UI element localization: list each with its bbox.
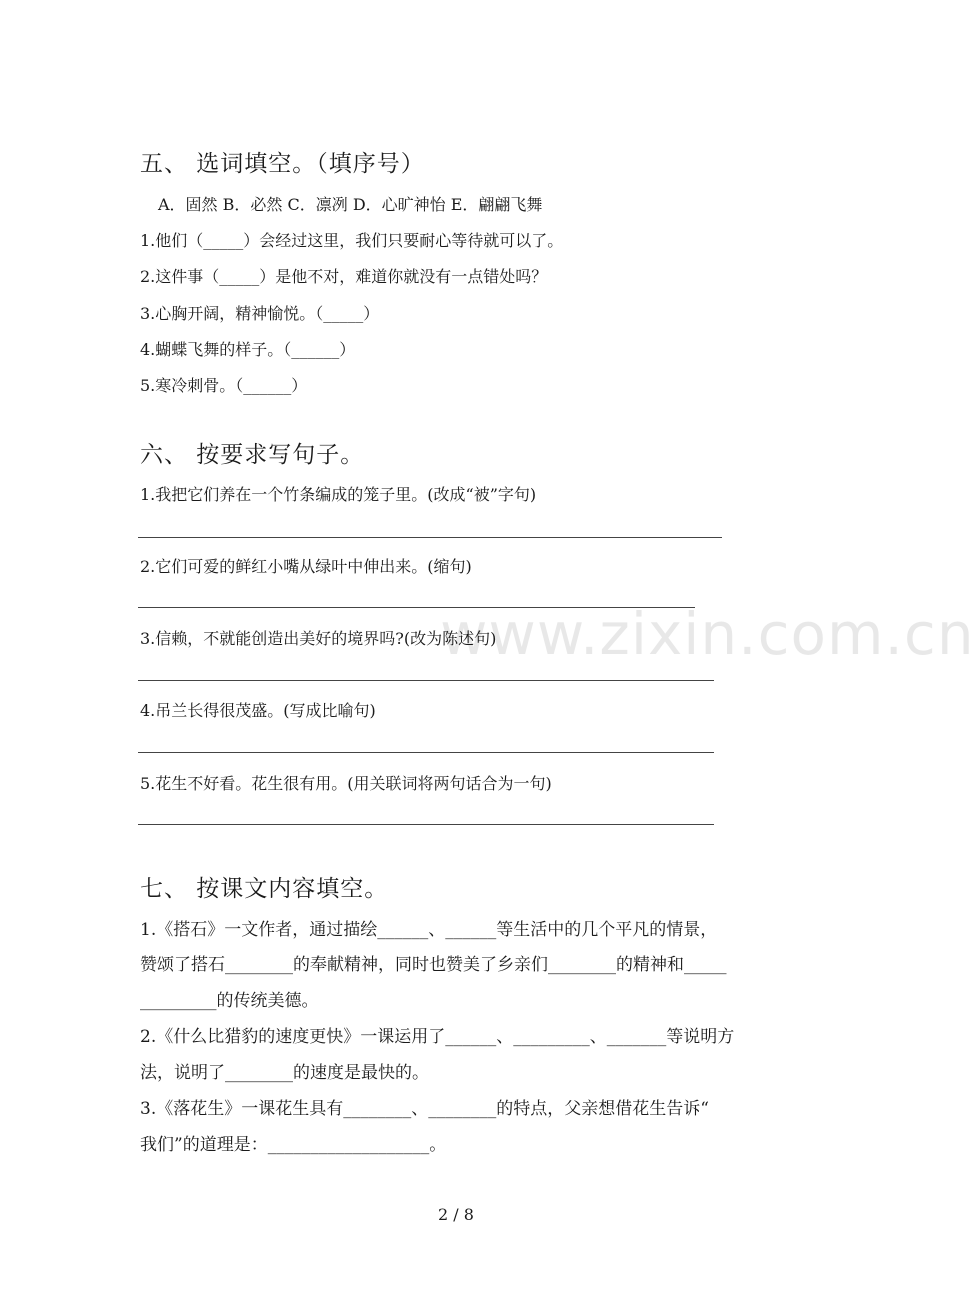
section-7-line-4: 2.《什么比猎豹的速度更快》一课运用了______、_________、_______等说明方 — [140, 1027, 735, 1047]
section-7-line-1: 1.《搭石》一文作者，通过描绘______、______等生活中的几个平凡的情景， — [140, 920, 718, 940]
section-5-item-3: 3.心胸开阔，精神愉悦。（_____） — [140, 304, 380, 323]
section-7-line-7: 我们”的道理是：___________________。 — [140, 1135, 447, 1155]
section-5-item-2: 2.这件事（_____）是他不对，难道你就没有一点错处吗？ — [140, 267, 548, 286]
section-6-item-5: 5.花生不好看。花生很有用。(用关联词将两句话合为一句) — [140, 774, 552, 793]
section-7-title: 七、 按课文内容填空。 — [140, 876, 389, 902]
section-7-line-6: 3.《落花生》一课花生具有________、________的特点，父亲想借花生告诉“ — [140, 1099, 709, 1119]
section-6-item-1: 1.我把它们养在一个竹条编成的笼子里。(改成“被”字句) — [140, 485, 537, 504]
section-7-line-5: 法，说明了________的速度是最快的。 — [140, 1063, 429, 1083]
section-5-item-1: 1.他们（_____）会经过这里，我们只要耐心等待就可以了。 — [140, 231, 564, 250]
watermark: www.zixin.com.cn — [440, 600, 975, 668]
section-5-item-4: 4.蝴蝶飞舞的样子。（______） — [140, 340, 356, 359]
section-6-item-3: 3.信赖，不就能创造出美好的境界吗?(改为陈述句) — [140, 629, 497, 648]
section-5-options: A．固然 B．必然 C．凛冽 D．心旷神怡 E．翩翩飞舞 — [158, 195, 543, 214]
section-7-line-3: _________的传统美德。 — [140, 991, 319, 1011]
section-6-title: 六、 按要求写句子。 — [140, 442, 365, 468]
section-6-item-2: 2.它们可爱的鲜红小嘴从绿叶中伸出来。(缩句) — [140, 557, 472, 576]
answer-line-5[interactable] — [138, 824, 714, 825]
answer-line-4[interactable] — [138, 752, 714, 753]
section-5-item-5: 5.寒冷刺骨。（______） — [140, 376, 308, 395]
answer-line-3[interactable] — [138, 680, 714, 681]
page-number: 2 / 8 — [438, 1205, 474, 1224]
answer-line-2[interactable] — [138, 607, 695, 608]
answer-line-1[interactable] — [138, 537, 722, 538]
section-6-item-4: 4.吊兰长得很茂盛。(写成比喻句) — [140, 701, 376, 720]
section-7-line-2: 赞颂了搭石________的奉献精神，同时也赞美了乡亲们________的精神和_____ — [140, 955, 727, 975]
section-5-title: 五、 选词填空。（填序号） — [140, 151, 425, 177]
